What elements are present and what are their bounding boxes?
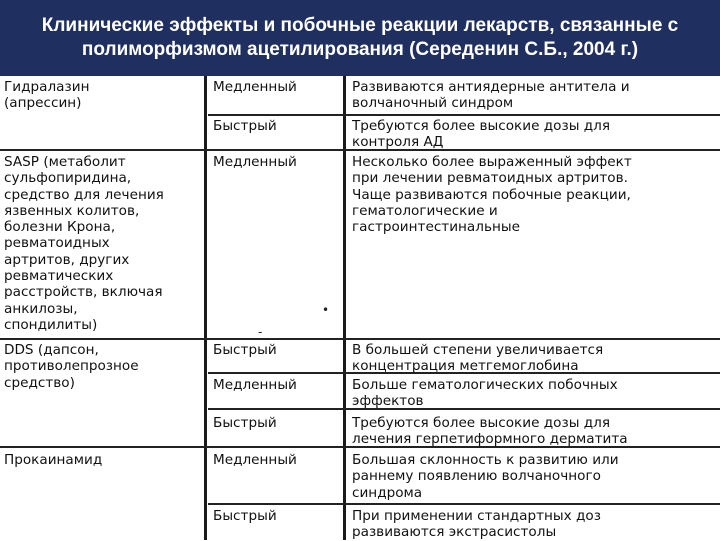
column-divider-2: [343, 76, 346, 540]
drug-hydralazine: Гидралазин (апрессин): [4, 79, 90, 112]
column-divider-1: [204, 76, 207, 540]
effect-text: Развиваются антиядерные антитела и волчаночный синдром: [352, 79, 630, 112]
acetylator-type: Быстрый: [213, 342, 277, 358]
effect-text: При применении стандартных доз развиваются экстрасистолы: [352, 508, 601, 541]
effect-text: Большая склонность к развитию или раннему появлению волчаночного синдрома: [352, 452, 619, 501]
title-line-1: Клинические эффекты и побочные реакции лекарств, связанные с: [41, 15, 679, 36]
acetylator-type: Медленный: [213, 154, 297, 170]
row-divider: [0, 338, 720, 340]
drug-dds: DDS (дапсон, противолепрозное средство): [4, 342, 139, 391]
acetylation-table: [0, 76, 720, 540]
acetylator-type: Быстрый: [213, 118, 277, 134]
effect-text: Несколько более выраженный эффект при лечении ревматоидных артритов. Чаще развиваются побочные реакции, гематологические и гастроинтестинальные: [352, 154, 632, 236]
acetylator-type: Быстрый: [213, 415, 277, 431]
effect-text: Больше гематологических побочных эффектов: [352, 377, 618, 410]
row-divider: [208, 114, 720, 116]
acetylator-type: Медленный: [213, 377, 297, 393]
effect-text: В большей степени увеличивается концентрация метгемоглобина: [352, 342, 604, 375]
acetylator-type: Быстрый: [213, 508, 277, 524]
acetylator-type: Медленный: [213, 452, 297, 468]
drug-sasp: SASP (метаболит сульфопиридина, средство для лечения язвенных колитов, болезни Крона, ревматоидных артритов, других ревматических расстройств, включая анкилозы, спондилиты): [4, 154, 164, 333]
title-line-2: полиморфизмом ацетилирования (Середенин С.Б., 2004 г.): [81, 39, 639, 60]
scan-speck: •: [322, 303, 330, 317]
scan-speck: -: [258, 325, 263, 339]
acetylator-type: Медленный: [213, 79, 297, 95]
effect-text: Требуются более высокие дозы для лечения герпетиформного дерматита: [352, 415, 628, 448]
drug-procainamide: Прокаинамид: [4, 452, 103, 468]
slide-title: [0, 0, 720, 76]
row-divider: [208, 503, 720, 505]
effect-text: Требуются более высокие дозы для контроля АД: [352, 118, 611, 151]
